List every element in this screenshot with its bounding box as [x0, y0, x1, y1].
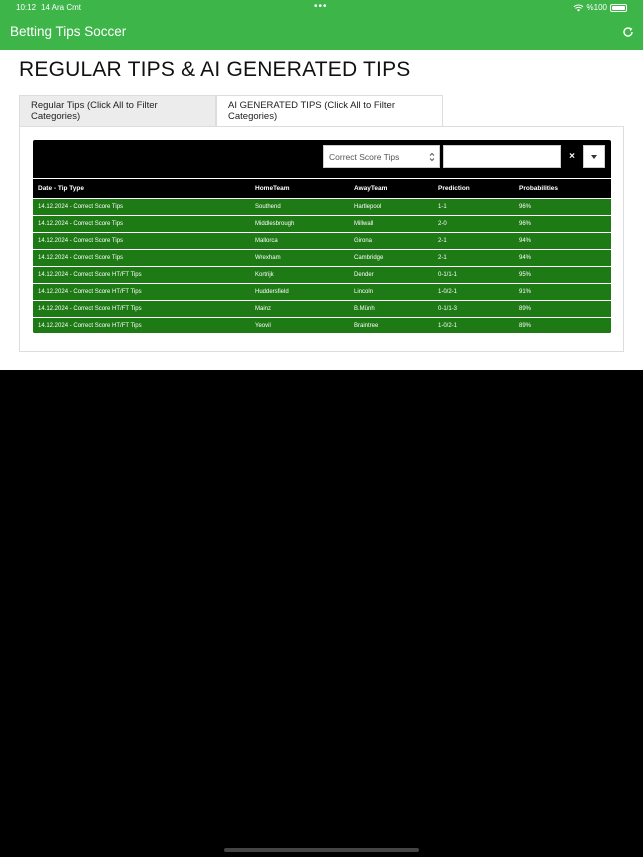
cell-home-team: Yeovil: [250, 318, 349, 334]
cell-home-team: Middlesbrough: [250, 216, 349, 233]
cell-date-tip-type: 14.12.2024 - Correct Score HT/FT Tips: [33, 318, 250, 334]
cell-prediction: 1-0/2-1: [433, 318, 514, 334]
tab-ai-generated-tips[interactable]: AI GENERATED TIPS (Click All to Filter Categories): [216, 95, 443, 127]
main-content: [0, 50, 643, 370]
table-row[interactable]: [33, 250, 611, 267]
cell-prediction: 1-1: [433, 199, 514, 216]
status-time: 10:12: [16, 3, 37, 12]
cell-prediction: 2-1: [433, 250, 514, 267]
category-select-value: Correct Score Tips: [329, 151, 400, 162]
table-row[interactable]: [33, 216, 611, 233]
cell-prediction: 0-1/1-1: [433, 267, 514, 284]
cell-prediction: 2-0: [433, 216, 514, 233]
column-header-date-tip-type[interactable]: Date - Tip Type: [33, 179, 250, 199]
cell-home-team: Mallorca: [250, 233, 349, 250]
page-title: REGULAR TIPS & AI GENERATED TIPS: [19, 58, 411, 81]
cell-probability: 89%: [514, 318, 611, 334]
battery-icon: [610, 4, 627, 12]
cell-away-team: Hartlepool: [349, 199, 433, 216]
app-header: [0, 0, 643, 50]
wifi-icon: [573, 4, 584, 12]
multitask-dots-icon[interactable]: •••: [314, 1, 328, 12]
tips-panel: [19, 126, 624, 352]
cell-away-team: Girona: [349, 233, 433, 250]
cell-probability: 95%: [514, 267, 611, 284]
cell-home-team: Kortrijk: [250, 267, 349, 284]
cell-date-tip-type: 14.12.2024 - Correct Score Tips: [33, 216, 250, 233]
table-row[interactable]: [33, 233, 611, 250]
cell-probability: 96%: [514, 199, 611, 216]
cell-home-team: Wrexham: [250, 250, 349, 267]
table-row[interactable]: [33, 199, 611, 216]
table-header-row: [33, 179, 611, 199]
cell-away-team: B.Münh: [349, 301, 433, 318]
cell-date-tip-type: 14.12.2024 - Correct Score HT/FT Tips: [33, 284, 250, 301]
table-row[interactable]: [33, 301, 611, 318]
cell-date-tip-type: 14.12.2024 - Correct Score HT/FT Tips: [33, 301, 250, 318]
clear-search-button[interactable]: ×: [561, 145, 583, 168]
cell-home-team: Mainz: [250, 301, 349, 318]
cell-away-team: Dender: [349, 267, 433, 284]
cell-probability: 94%: [514, 233, 611, 250]
cell-home-team: Southend: [250, 199, 349, 216]
app-title: Betting Tips Soccer: [10, 24, 127, 39]
cell-probability: 94%: [514, 250, 611, 267]
cell-away-team: Cambridge: [349, 250, 433, 267]
column-header-prediction[interactable]: Prediction: [433, 179, 514, 199]
status-date: 14 Ara Cmt: [41, 3, 82, 12]
cell-prediction: 0-1/1-3: [433, 301, 514, 318]
table-row[interactable]: [33, 284, 611, 301]
home-indicator[interactable]: [224, 848, 419, 852]
cell-home-team: Huddersfield: [250, 284, 349, 301]
table-row[interactable]: [33, 267, 611, 284]
tab-regular-tips[interactable]: Regular Tips (Click All to Filter Categories): [19, 95, 216, 127]
cell-probability: 91%: [514, 284, 611, 301]
search-input[interactable]: [443, 145, 561, 168]
category-select[interactable]: [323, 145, 440, 168]
tip-tabs: [19, 95, 443, 127]
cell-probability: 89%: [514, 301, 611, 318]
cell-date-tip-type: 14.12.2024 - Correct Score Tips: [33, 199, 250, 216]
column-header-away-team[interactable]: AwayTeam: [349, 179, 433, 199]
cell-date-tip-type: 14.12.2024 - Correct Score Tips: [33, 233, 250, 250]
battery-percent: %100: [586, 3, 607, 12]
tips-table-container: [33, 140, 611, 333]
cell-away-team: Braintree: [349, 318, 433, 334]
tips-table-body: [33, 199, 611, 334]
cell-date-tip-type: 14.12.2024 - Correct Score HT/FT Tips: [33, 267, 250, 284]
caret-down-icon: [591, 155, 597, 159]
status-bar: [0, 0, 643, 16]
cell-prediction: 2-1: [433, 233, 514, 250]
cell-date-tip-type: 14.12.2024 - Correct Score Tips: [33, 250, 250, 267]
tips-table: [33, 178, 611, 333]
select-arrows-icon: [429, 151, 435, 163]
cell-away-team: Millwall: [349, 216, 433, 233]
filter-bar: [33, 140, 611, 178]
status-right: [573, 3, 627, 12]
refresh-icon[interactable]: [622, 26, 634, 38]
cell-probability: 96%: [514, 216, 611, 233]
cell-away-team: Lincoln: [349, 284, 433, 301]
table-row[interactable]: [33, 318, 611, 334]
column-header-probabilities[interactable]: Probabilities: [514, 179, 611, 199]
column-header-home-team[interactable]: HomeTeam: [250, 179, 349, 199]
cell-prediction: 1-0/2-1: [433, 284, 514, 301]
column-dropdown-button[interactable]: [583, 145, 605, 168]
